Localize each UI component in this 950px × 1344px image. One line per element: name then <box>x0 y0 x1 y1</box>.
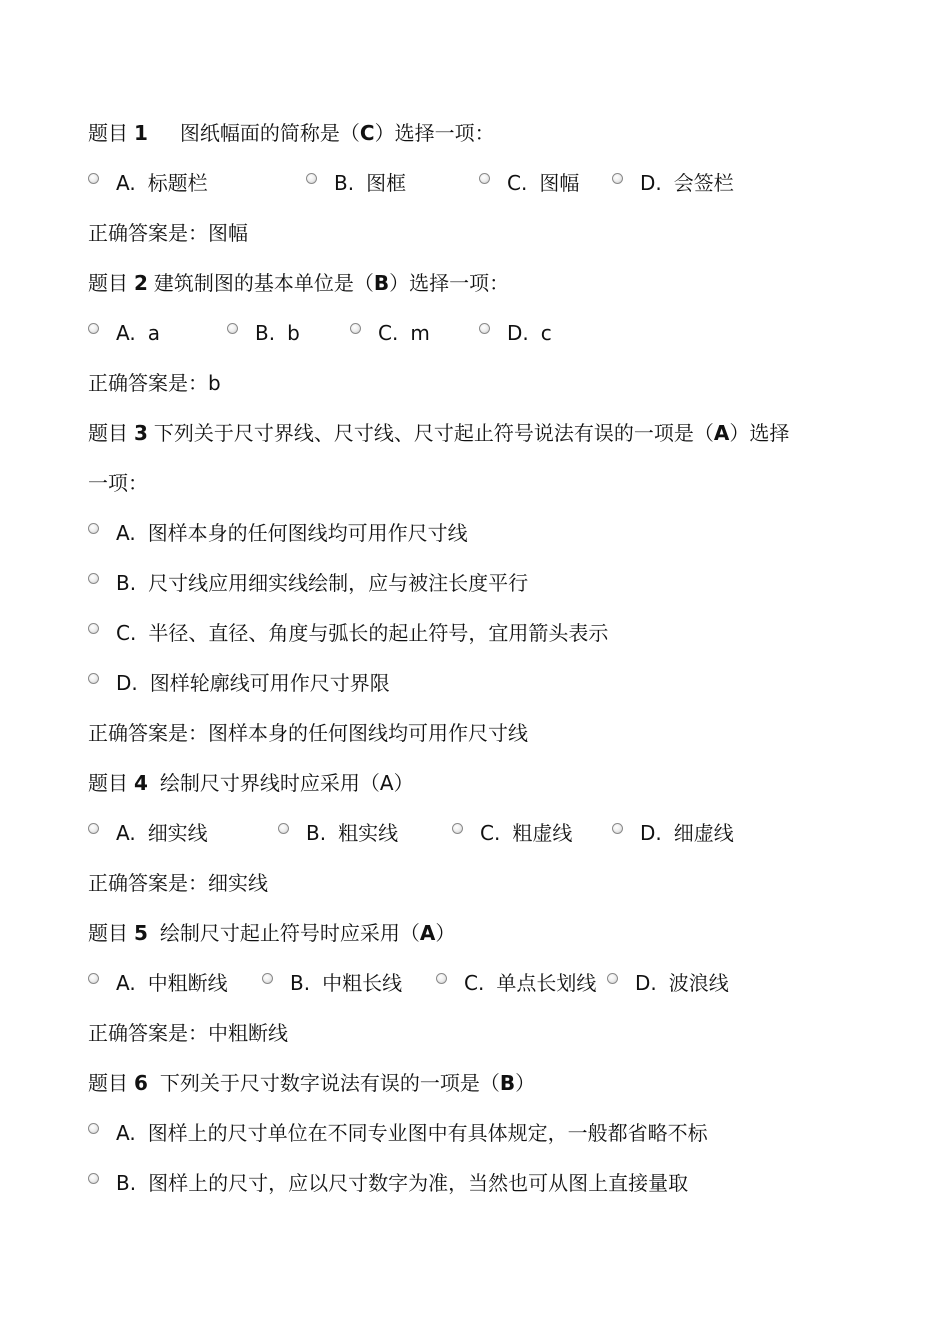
radio-icon[interactable] <box>612 173 623 184</box>
option-b[interactable]: B. 图样上的尺寸，应以尺寸数字为准，当然也可从图上直接量取 <box>88 1158 688 1208</box>
radio-icon[interactable] <box>350 323 361 334</box>
question-suffix: ）选择一项： <box>374 121 495 145</box>
option-label: a <box>147 321 160 345</box>
question-number: 1 <box>134 121 148 145</box>
radio-icon[interactable] <box>479 173 490 184</box>
question-prefix: 题目 <box>88 1071 128 1095</box>
question-text: 绘制尺寸起止符号时应采用（ <box>159 921 420 945</box>
option-b[interactable]: B. b <box>227 308 300 358</box>
option-label: 粗实线 <box>338 821 399 845</box>
question-suffix: ）选择一项： <box>389 271 510 295</box>
question-number: 5 <box>134 921 148 945</box>
radio-icon[interactable] <box>278 823 289 834</box>
option-d[interactable]: D. 图样轮廓线可用作尺寸界限 <box>88 658 390 708</box>
radio-icon[interactable] <box>607 973 618 984</box>
option-label: 粗虚线 <box>512 821 573 845</box>
question-suffix: ）选择 <box>729 421 790 445</box>
radio-icon[interactable] <box>227 323 238 334</box>
option-a[interactable]: A. 图样上的尺寸单位在不同专业图中有具体规定，一般都省略不标 <box>88 1108 708 1158</box>
radio-icon[interactable] <box>88 973 99 984</box>
option-label: 会签栏 <box>673 171 734 195</box>
question-number: 3 <box>134 421 148 445</box>
option-a[interactable]: A. 标题栏 <box>88 158 208 208</box>
question-text: 下列关于尺寸数字说法有误的一项是（ <box>159 1071 500 1095</box>
option-label: 尺寸线应用细实线绘制，应与被注长度平行 <box>148 571 529 595</box>
question-2-title <box>88 258 888 308</box>
option-b[interactable]: B. 图框 <box>306 158 406 208</box>
option-label: m <box>410 321 430 345</box>
quiz-document <box>88 108 888 1208</box>
option-c[interactable]: C. 单点长划线 <box>436 958 596 1008</box>
correct-answer-5: 正确答案是：中粗断线 <box>88 1021 288 1045</box>
correct-answer-2: 正确答案是：b <box>88 371 221 395</box>
option-label: 细实线 <box>147 821 208 845</box>
question-5-title <box>88 908 888 958</box>
question-3-option-a <box>88 508 888 558</box>
option-c[interactable]: C. 粗虚线 <box>452 808 572 858</box>
question-3-option-d <box>88 658 888 708</box>
correct-answer-4: 正确答案是：细实线 <box>88 871 268 895</box>
option-label: 细虚线 <box>673 821 734 845</box>
option-c[interactable]: C. 图幅 <box>479 158 579 208</box>
option-label: 中粗长线 <box>322 971 403 995</box>
option-b[interactable]: B. 中粗长线 <box>262 958 402 1008</box>
question-number: 4 <box>134 771 148 795</box>
radio-icon[interactable] <box>88 1173 99 1184</box>
question-5-options <box>88 958 888 1008</box>
option-a[interactable]: A. a <box>88 308 160 358</box>
radio-icon[interactable] <box>88 173 99 184</box>
option-c[interactable]: C. 半径、直径、角度与弧长的起止符号，宜用箭头表示 <box>88 608 608 658</box>
option-label: 中粗断线 <box>147 971 228 995</box>
option-label: 图样上的尺寸，应以尺寸数字为准，当然也可从图上直接量取 <box>148 1171 689 1195</box>
radio-icon[interactable] <box>88 523 99 534</box>
option-label: 图框 <box>366 171 407 195</box>
option-label: 半径、直径、角度与弧长的起止符号，宜用箭头表示 <box>148 621 609 645</box>
option-c[interactable]: C. m <box>350 308 430 358</box>
option-d[interactable]: D. 细虚线 <box>612 808 734 858</box>
answer-marker: C <box>359 121 375 145</box>
question-2-options <box>88 308 888 358</box>
radio-icon[interactable] <box>88 673 99 684</box>
radio-icon[interactable] <box>612 823 623 834</box>
question-6-option-b <box>88 1158 888 1208</box>
answer-marker: A <box>713 421 730 445</box>
radio-icon[interactable] <box>88 1123 99 1134</box>
correct-answer-1: 正确答案是：图幅 <box>88 221 248 245</box>
question-prefix: 题目 <box>88 271 128 295</box>
option-a[interactable]: A. 中粗断线 <box>88 958 228 1008</box>
question-prefix: 题目 <box>88 771 128 795</box>
option-d[interactable]: D. 会签栏 <box>612 158 734 208</box>
answer-marker: B <box>373 271 390 295</box>
radio-icon[interactable] <box>452 823 463 834</box>
option-label: 图样本身的任何图线均可用作尺寸线 <box>147 521 468 545</box>
option-b[interactable]: B. 粗实线 <box>278 808 398 858</box>
option-label: 波浪线 <box>668 971 729 995</box>
question-prefix: 题目 <box>88 121 128 145</box>
question-1-options <box>88 158 888 208</box>
question-1-title <box>88 108 888 158</box>
radio-icon[interactable] <box>479 323 490 334</box>
question-suffix: ） <box>515 1071 536 1095</box>
question-prefix: 题目 <box>88 421 128 445</box>
option-d[interactable]: D. 波浪线 <box>607 958 729 1008</box>
question-suffix: ） <box>435 921 456 945</box>
question-4-title <box>88 758 888 808</box>
answer-marker: B <box>499 1071 516 1095</box>
question-number: 2 <box>134 271 148 295</box>
option-label: c <box>540 321 552 345</box>
question-text: 绘制尺寸界线时应采用（A） <box>159 771 414 795</box>
radio-icon[interactable] <box>88 623 99 634</box>
question-3-title <box>88 408 888 458</box>
option-d[interactable]: D. c <box>479 308 552 358</box>
question-prefix: 题目 <box>88 921 128 945</box>
radio-icon[interactable] <box>436 973 447 984</box>
question-3-continuation: 一项： <box>88 471 148 495</box>
option-label: 图幅 <box>539 171 580 195</box>
question-text: 下列关于尺寸界线、尺寸线、尺寸起止符号说法有误的一项是（ <box>153 421 714 445</box>
question-4-options <box>88 808 888 858</box>
question-3-option-c <box>88 608 888 658</box>
question-3-option-b <box>88 558 888 608</box>
question-6-title <box>88 1058 888 1108</box>
radio-icon[interactable] <box>88 323 99 334</box>
correct-answer-3: 正确答案是：图样本身的任何图线均可用作尺寸线 <box>88 721 528 745</box>
radio-icon[interactable] <box>88 573 99 584</box>
option-a[interactable]: A. 细实线 <box>88 808 208 858</box>
radio-icon[interactable] <box>306 173 317 184</box>
option-label: b <box>287 321 300 345</box>
question-text: 建筑制图的基本单位是（ <box>153 271 374 295</box>
option-label: 单点长划线 <box>496 971 597 995</box>
question-6-option-a <box>88 1108 888 1158</box>
radio-icon[interactable] <box>262 973 273 984</box>
option-b[interactable]: B. 尺寸线应用细实线绘制，应与被注长度平行 <box>88 558 528 608</box>
option-label: 图样轮廓线可用作尺寸界限 <box>149 671 390 695</box>
option-a[interactable]: A. 图样本身的任何图线均可用作尺寸线 <box>88 508 468 558</box>
question-number: 6 <box>134 1071 148 1095</box>
radio-icon[interactable] <box>88 823 99 834</box>
option-label: 标题栏 <box>147 171 208 195</box>
answer-marker: A <box>419 921 436 945</box>
option-label: 图样上的尺寸单位在不同专业图中有具体规定，一般都省略不标 <box>147 1121 708 1145</box>
question-text: 图纸幅面的简称是（ <box>179 121 360 145</box>
